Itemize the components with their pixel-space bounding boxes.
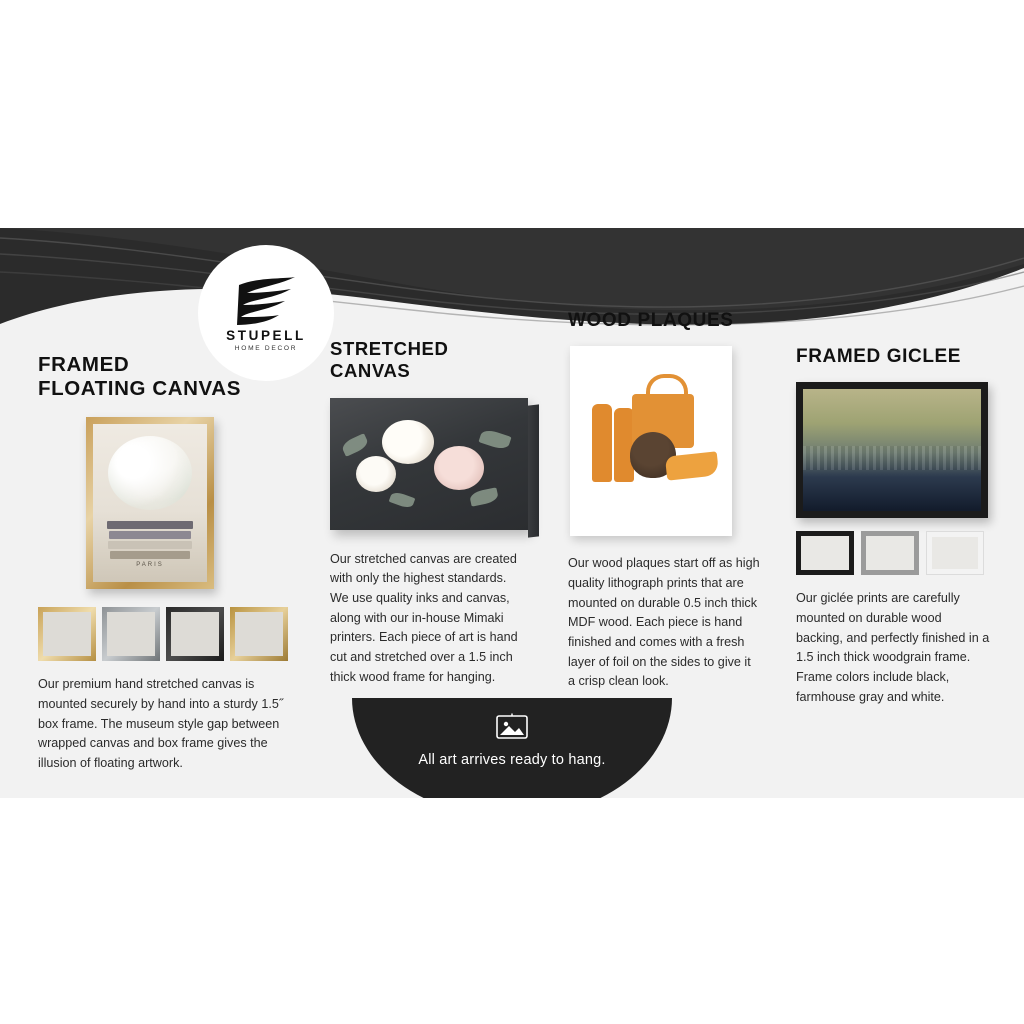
stacked-books-shape — [107, 519, 193, 568]
frame-color-inner — [801, 536, 849, 570]
column-description: Our premium hand stretched canvas is mounted securely by hand into a sturdy 1.5˝ box frame. The museum style gap between wrapped canvas and box frame gives the illusion of floating artwork. — [38, 677, 284, 770]
artwork-framed-floating-canvas — [86, 417, 288, 589]
frame-color-inner — [932, 537, 978, 569]
white-flower-shape — [382, 420, 434, 464]
infographic-panel — [0, 228, 1024, 798]
column-title — [330, 338, 530, 382]
scarf-shape — [665, 452, 719, 481]
column-framed-giclee — [796, 346, 996, 707]
column-title-line: FRAMED GICLEE — [796, 346, 962, 367]
white-flower-shape — [356, 456, 396, 492]
giclee-art — [803, 389, 981, 511]
frame-color-farmhouse-gray — [861, 531, 919, 575]
frame-swatch-antique-gold — [230, 607, 288, 661]
leaf-shape — [478, 427, 511, 451]
column-title-line: FLOATING CANVAS — [38, 377, 241, 401]
leaf-shape — [469, 487, 499, 507]
column-stretched-canvas — [330, 338, 530, 687]
column-title-line: CANVAS — [330, 359, 411, 381]
frame-color-inner — [866, 536, 914, 570]
column-description: Our wood plaques start off as high quality lithograph prints that are mounted on durable 0.5 inch thick MDF wood. Each piece is hand finished and comes with a fresh layer of foil on the sides to give it a crisp clean look. — [568, 556, 760, 689]
banner-content — [352, 698, 672, 798]
ready-to-hang-banner — [352, 698, 672, 798]
column-description: Our stretched canvas are created with only the highest standards. We use quality inks and canvas, along with our in-house Mimaki printers. Each piece of art is hand cut and stretched over a 1.5 inch thick wood frame for hanging. — [330, 551, 518, 684]
artwork-wood-plaque — [570, 346, 732, 536]
swatch-inner — [235, 612, 283, 656]
frame-swatch-row — [38, 607, 288, 661]
boot-shape — [592, 404, 612, 482]
artwork-framed-giclee — [796, 382, 988, 518]
brand-tagline: HOME DECOR — [234, 344, 298, 352]
canvas-side-edge — [528, 404, 539, 537]
book-shape — [110, 551, 190, 559]
banner-text: All art arrives ready to hang. — [418, 752, 606, 768]
frame-swatch-gold — [38, 607, 96, 661]
leaf-shape — [389, 490, 416, 509]
column-title — [568, 310, 768, 332]
gold-float-frame — [86, 417, 214, 589]
column-title-line: FRAMED — [38, 353, 130, 376]
book-shape — [107, 521, 193, 529]
swatch-inner — [107, 612, 155, 656]
artwork-stretched-canvas — [330, 398, 528, 530]
swatch-inner — [171, 612, 219, 656]
book-shape — [109, 531, 191, 539]
frame-swatch-gray — [102, 607, 160, 661]
column-title-line: STRETCHED — [330, 338, 449, 359]
hydrangea-bouquet-shape — [108, 436, 192, 510]
column-title-line: WOOD PLAQUES — [568, 310, 734, 331]
book-shape — [108, 541, 192, 549]
top-dark-band — [0, 228, 1024, 348]
brand-logo — [198, 245, 334, 381]
brand-name: STUPELL — [226, 327, 306, 343]
column-description: Our giclée prints are carefully mounted on durable wood backing, and perfectly finished in a 1.5 inch thick woodgrain frame. Frame colors include black, farmhouse gray and white. — [796, 591, 990, 704]
swatch-inner — [43, 612, 91, 656]
column-title — [796, 346, 996, 368]
frame-swatch-black — [166, 607, 224, 661]
frame-color-row — [796, 531, 996, 575]
canvas-art — [93, 424, 207, 582]
book-spine-label: PARIS — [136, 562, 164, 569]
column-wood-plaques — [568, 310, 768, 692]
leaf-shape — [340, 433, 369, 457]
blush-rose-shape — [434, 446, 484, 490]
frame-color-white — [926, 531, 984, 575]
frame-color-black — [796, 531, 854, 575]
swoosh-s-logo-icon — [233, 275, 299, 327]
column-framed-floating-canvas — [38, 353, 288, 774]
framed-picture-icon — [494, 712, 530, 742]
